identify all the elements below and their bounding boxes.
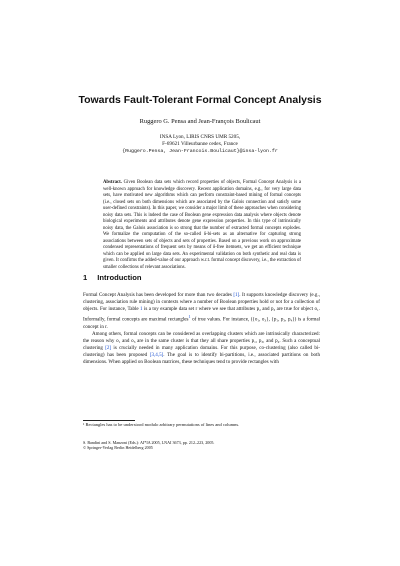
abstract: [103, 180, 301, 271]
paper-title: Towards Fault-Tolerant Formal Concept Analysis: [78, 94, 322, 106]
affiliation-line-1: INSA Lyon, LIRIS CNRS UMR 5205,: [159, 134, 241, 140]
publication-colophon: [83, 440, 320, 451]
paragraph-text: . The goal is to identify bi-partitions, i.e., associated partitions on both dimensions. When applied on Boolean matrices, these techniques tend to provide rectangles with: [83, 352, 320, 366]
citation-link[interactable]: [1]: [233, 292, 240, 298]
section-title: Introduction: [97, 273, 142, 282]
citation-link[interactable]: [3,4,5]: [149, 352, 164, 359]
paragraph-text: Formal Concept Analysis has been developed for more than two decades: [83, 292, 234, 298]
abstract-text: Given Boolean data sets which record properties of objects, Formal Concept Analysis is a well-known approach for knowledge discovery. Recent application domains, e.g., for very large data sets, have motivated new algorithms which can perform constraint-based mining of formal concepts (i.e., closed sets on both dimensions which are associated by the Galois connection and satisfy some user-defined constraints). In this paper, we consider a major limit of these approaches when considering noisy data sets. This is indeed the case of Boolean gene expression data analysis where objects denote biological experiments and attributes denote gene expression properties. In this type of intrinsically noisy data, the Galois association is so strong that the number of extracted formal concepts explodes. We formalize the computation of the so-called δ-bi-sets as an alternative for capturing strong associations between sets of objects and sets of properties. Based on a previous work on approximate condensed representations of frequent sets by means of δ-free itemsets, we get an efficient technique which can be applied on large data sets. An experimental validation on both synthetic and real data is given. It confirms the added-value of our approach w.r.t. formal concept discovery, i.e., the extraction of smaller collections of relevant associations.: [103, 180, 302, 270]
paragraph-text: . It supports knowledge discovery (e.g., clustering, association rule mining) in contexts where a number of Boolean properties hold or not for a collection of objects. For instance, Table: [83, 292, 320, 313]
author-affiliation: [0, 134, 400, 156]
abstract-label: Abstract.: [103, 180, 122, 185]
colophon-copyright: © Springer-Verlag Berlin Heidelberg 2005: [83, 445, 153, 451]
citation-link[interactable]: [2]: [105, 345, 112, 351]
affiliation-line-2: F-69621 Villeurbanne cedex, France: [162, 141, 238, 148]
section-body: [83, 292, 320, 366]
author-emails: {Ruggero.Pensa, Jean-Francois.Boulicaut}@insa-lyon.fr: [122, 149, 278, 155]
section-number: 1: [83, 273, 88, 282]
footnote: ¹ Rectangles has to be understood modulo arbitrary permutations of lines and columns.: [83, 422, 240, 427]
footnote-ref-link[interactable]: 1: [188, 314, 191, 320]
paper-authors: Ruggero G. Pensa and Jean-François Boulicaut: [139, 118, 261, 125]
paragraph-text: of true values. For instance, ({o₁, o₃}, {p₁, p₃, p₄}) is a formal concept in r.: [83, 316, 320, 330]
paragraph: [83, 331, 320, 366]
section-heading: [83, 273, 142, 282]
footnote-divider: [83, 420, 135, 421]
paragraph-text: is crucially needed in many application domains. For this purpose, co-clustering (also called bi-clustering) has been proposed: [83, 345, 320, 359]
table-ref-link[interactable]: 1: [140, 306, 143, 313]
paragraph-text: Among others, formal concepts can be considered as overlapping clusters which are intrinsically characterized: the reason why o₁ and o₃ are in the same cluster is that they all share properties p₁, p₃, and p₄. Such a conceptual clustering: [83, 330, 320, 351]
paragraph: [83, 292, 320, 331]
colophon-citation: S. Bandini and S. Manzoni (Eds.): AI*IA 2005, LNAI 3673, pp. 212–223, 2005.: [83, 440, 215, 445]
paragraph-text: is a toy example data set r where we see that attributes p₂ and p₃ are true for object o₁. Informally, formal concepts are maximal rectangles: [83, 306, 320, 323]
